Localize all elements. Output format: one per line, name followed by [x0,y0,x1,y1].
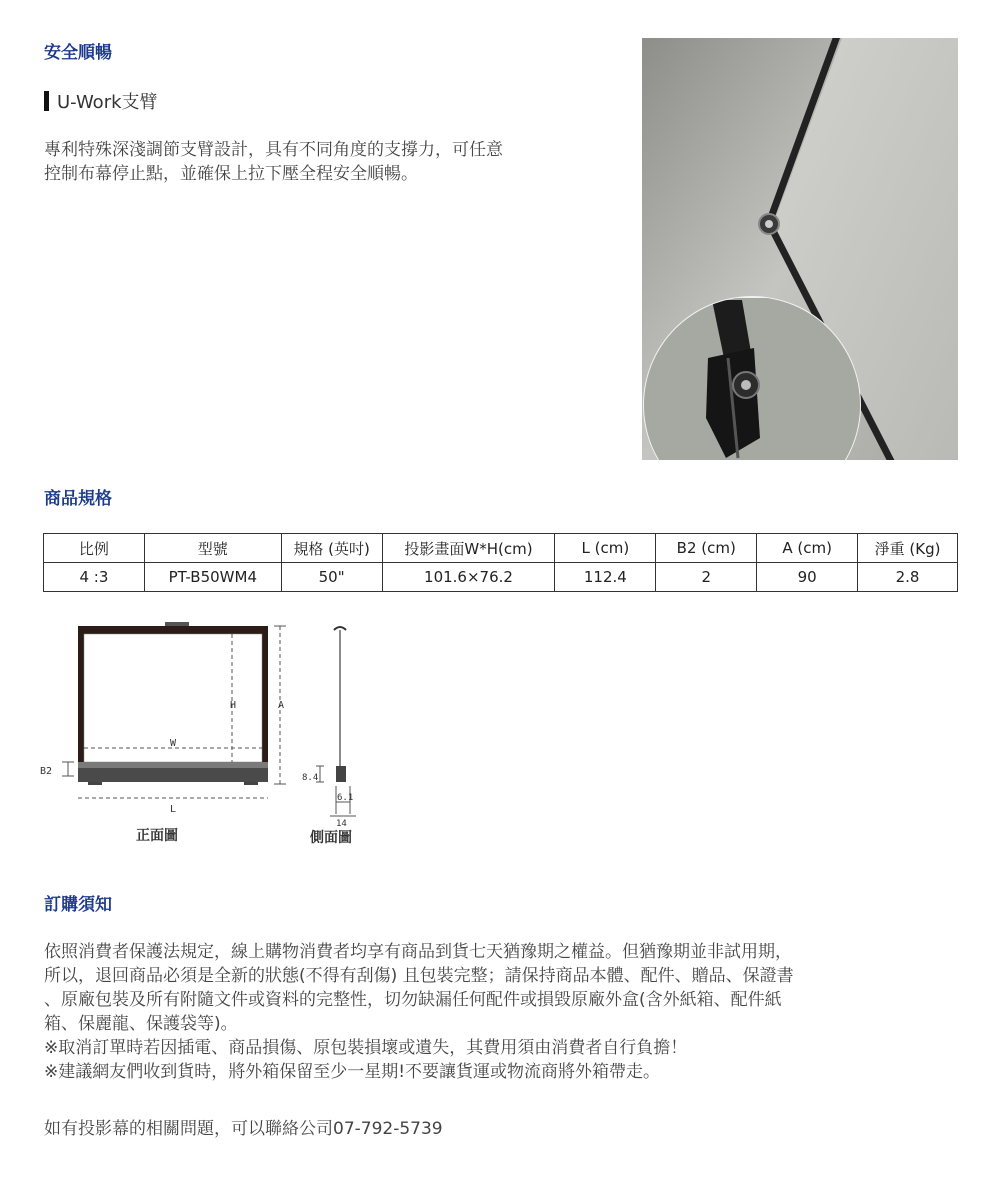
product-photo [642,38,958,460]
subtitle-text: U-Work支臂 [57,92,158,113]
label-14: 14 [336,819,347,829]
section-title-specs: 商品規格 [44,489,112,509]
spec-cell: PT-B50WM4 [144,563,281,592]
label-w: W [170,738,177,749]
spec-header-cell: 型號 [144,534,281,563]
notice-line: 所以，退回商品必須是全新的狀態(不得有刮傷) 且包裝完整；請保持商品本體、配件、贈品、保證書 [44,966,794,986]
spec-cell: 4 :3 [44,563,145,592]
spec-cell: 112.4 [555,563,656,592]
spec-header-cell: 比例 [44,534,145,563]
spec-header-cell: L (cm) [555,534,656,563]
label-61: 6.1 [337,793,354,803]
notice-line: ※取消訂單時若因插電、商品損傷、原包裝損壞或遺失，其費用須由消費者自行負擔！ [44,1038,688,1058]
contact-info: 如有投影幕的相關問題，可以聯絡公司07-792-5739 [44,1119,443,1139]
spec-cell: 2 [656,563,757,592]
spec-table [43,533,958,592]
spec-cell: 90 [757,563,858,592]
front-view-label: 正面圖 [136,828,178,844]
feature-desc-line: 專利特殊深淺調節支臂設計，具有不同角度的支撐力，可任意 [44,140,503,160]
spec-data-row [44,563,958,592]
spec-header-cell: 投影畫面W*H(cm) [382,534,555,563]
notice-line: ※建議網友們收到貨時，將外箱保留至少一星期!不要讓貨運或物流商將外箱帶走。 [44,1062,661,1082]
spec-header-cell: B2 (cm) [656,534,757,563]
arm-photo-image [642,38,958,460]
feature-description [44,138,503,186]
label-l: L [170,804,177,815]
subtitle-bar-icon [44,91,49,111]
feature-desc-line: 控制布幕停止點，並確保上拉下壓全程安全順暢。 [44,164,418,184]
notice-line: 依照消費者保護法規定，線上購物消費者均享有商品到貨七天猶豫期之權益。但猶豫期並非試用期， [44,942,792,962]
notice-line: 、原廠包裝及所有附隨文件或資料的完整性，切勿缺漏任何配件或損毀原廠外盒(含外紙箱、配件紙 [44,990,782,1010]
spec-header-cell: 淨重 (Kg) [858,534,958,563]
notice-line: 箱、保麗龍、保護袋等)。 [44,1014,238,1034]
subtitle-uwork [44,88,158,114]
section-title-safety: 安全順暢 [44,43,112,63]
spec-cell: 50" [281,563,382,592]
spec-cell: 101.6×76.2 [382,563,555,592]
side-view-label: 側面圖 [310,830,352,846]
spec-header-cell: 規格 (英吋) [281,534,382,563]
spec-cell: 2.8 [858,563,958,592]
spec-header-row [44,534,958,563]
label-b2: B2 [40,766,53,777]
dimension-diagram [30,618,390,858]
label-84: 8.4 [302,773,319,783]
spec-header-cell: A (cm) [757,534,858,563]
section-title-order-notice: 訂購須知 [44,895,112,915]
label-a: A [278,700,285,711]
order-notice-text [44,940,794,1084]
label-h: H [230,700,237,711]
